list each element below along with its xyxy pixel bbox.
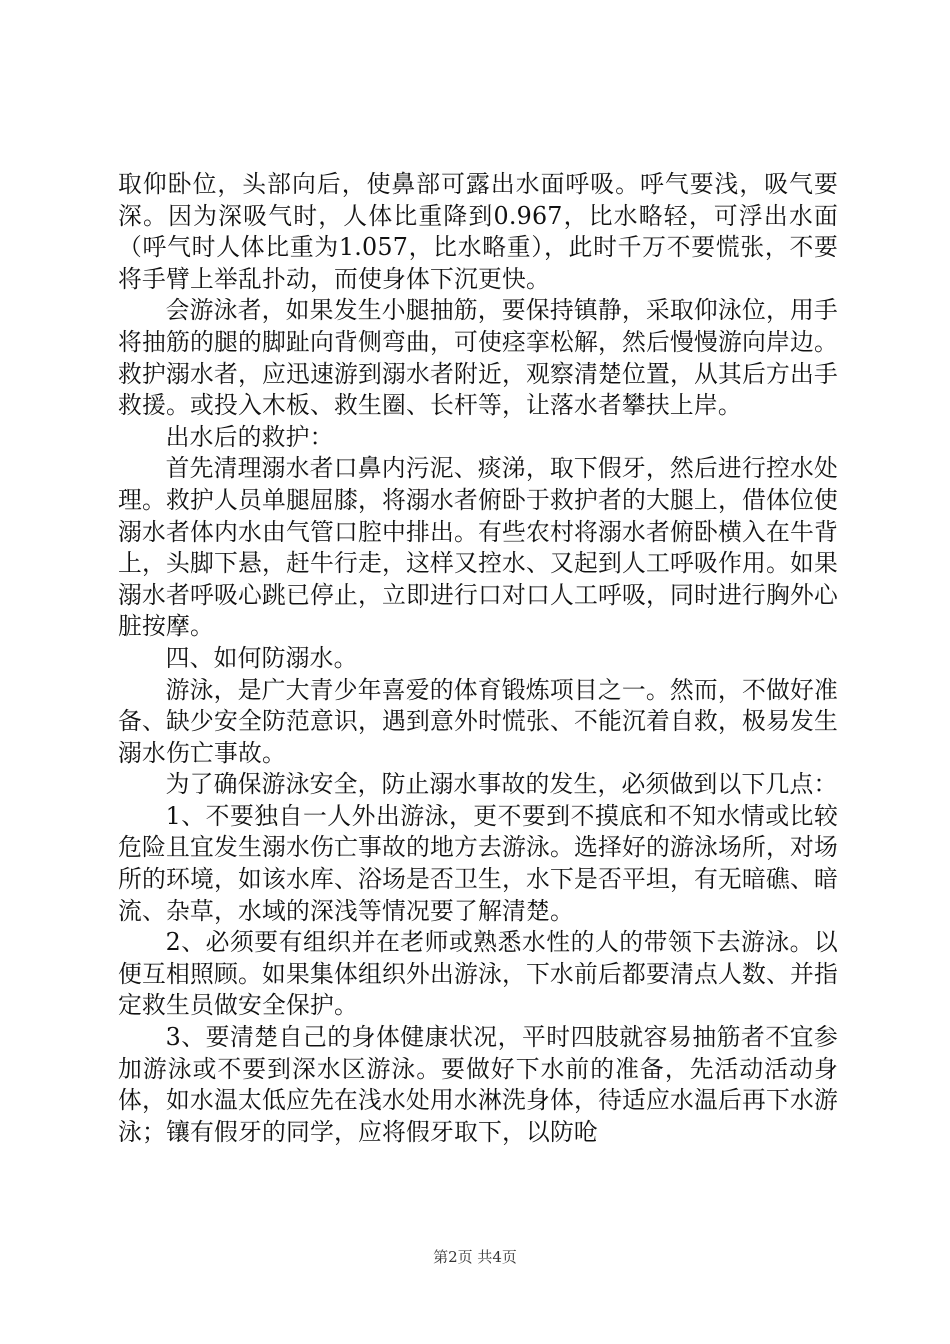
page-number-footer: 第2页 共4页 (433, 1248, 517, 1266)
list-item-2: 2、必须要有组织并在老师或熟悉水性的人的带领下去游泳。以便互相照顾。如果集体组织外出游泳，下水前后都要清点人数、并指定救生员做安全保护。 (118, 928, 838, 1020)
paragraph-6: 游泳，是广大青少年喜爱的体育锻炼项目之一。然而，不做好准备、缺少安全防范意识，遇到意外时慌张、不能沉着自救，极易发生溺水伤亡事故。 (118, 675, 838, 767)
list-item-3: 3、要清楚自己的身体健康状况，平时四肢就容易抽筋者不宜参加游泳或不要到深水区游泳。要做好下水前的准备，先活动活动身体，如水温太低应先在浅水处用水淋洗身体，待适应水温后再下水游泳；镶有假牙的同学，应将假牙取下，以防呛 (118, 1023, 838, 1146)
section-heading-rescue: 出水后的救护： (165, 422, 334, 451)
paragraph-1: 取仰卧位，头部向后，使鼻部可露出水面呼吸。呼气要浅，吸气要深。因为深吸气时，人体比重降到0.967，比水略轻，可浮出水面（呼气时人体比重为1.057，比水略重），此时千万不要慌张，不要将手臂上举乱扑动，而使身体下沉更快。 (118, 170, 838, 293)
section-heading-prevention: 四、如何防溺水。 (165, 643, 358, 672)
paragraph-4: 首先清理溺水者口鼻内污泥、痰涕，取下假牙，然后进行控水处理。救护人员单腿屈膝，将溺水者俯卧于救护者的大腿上，借体位使溺水者体内水由气管口腔中排出。有些农村将溺水者俯卧横入在牛背上，头脚下悬，赶牛行走，这样又控水、又起到人工呼吸作用。如果溺水者呼吸心跳已停止，立即进行口对口人工呼吸，同时进行胸外心脏按摩。 (118, 454, 838, 641)
list-item-1: 1、不要独自一人外出游泳，更不要到不摸底和不知水情或比较危险且宜发生溺水伤亡事故的地方去游泳。选择好的游泳场所，对场所的环境，如该水库、浴场是否卫生，水下是否平坦，有无暗礁、暗流、杂草，水域的深浅等情况要了解清楚。 (118, 801, 838, 925)
paragraph-7: 为了确保游泳安全，防止溺水事故的发生，必须做到以下几点： (165, 770, 838, 799)
document-body (118, 169, 838, 1148)
paragraph-2: 会游泳者，如果发生小腿抽筋，要保持镇静，采取仰泳位，用手将抽筋的腿的脚趾向背侧弯曲，可使痉挛松解，然后慢慢游向岸边。救护溺水者，应迅速游到溺水者附近，观察清楚位置，从其后方出手救援。或投入木板、救生圈、长杆等，让落水者攀扶上岸。 (118, 296, 838, 420)
